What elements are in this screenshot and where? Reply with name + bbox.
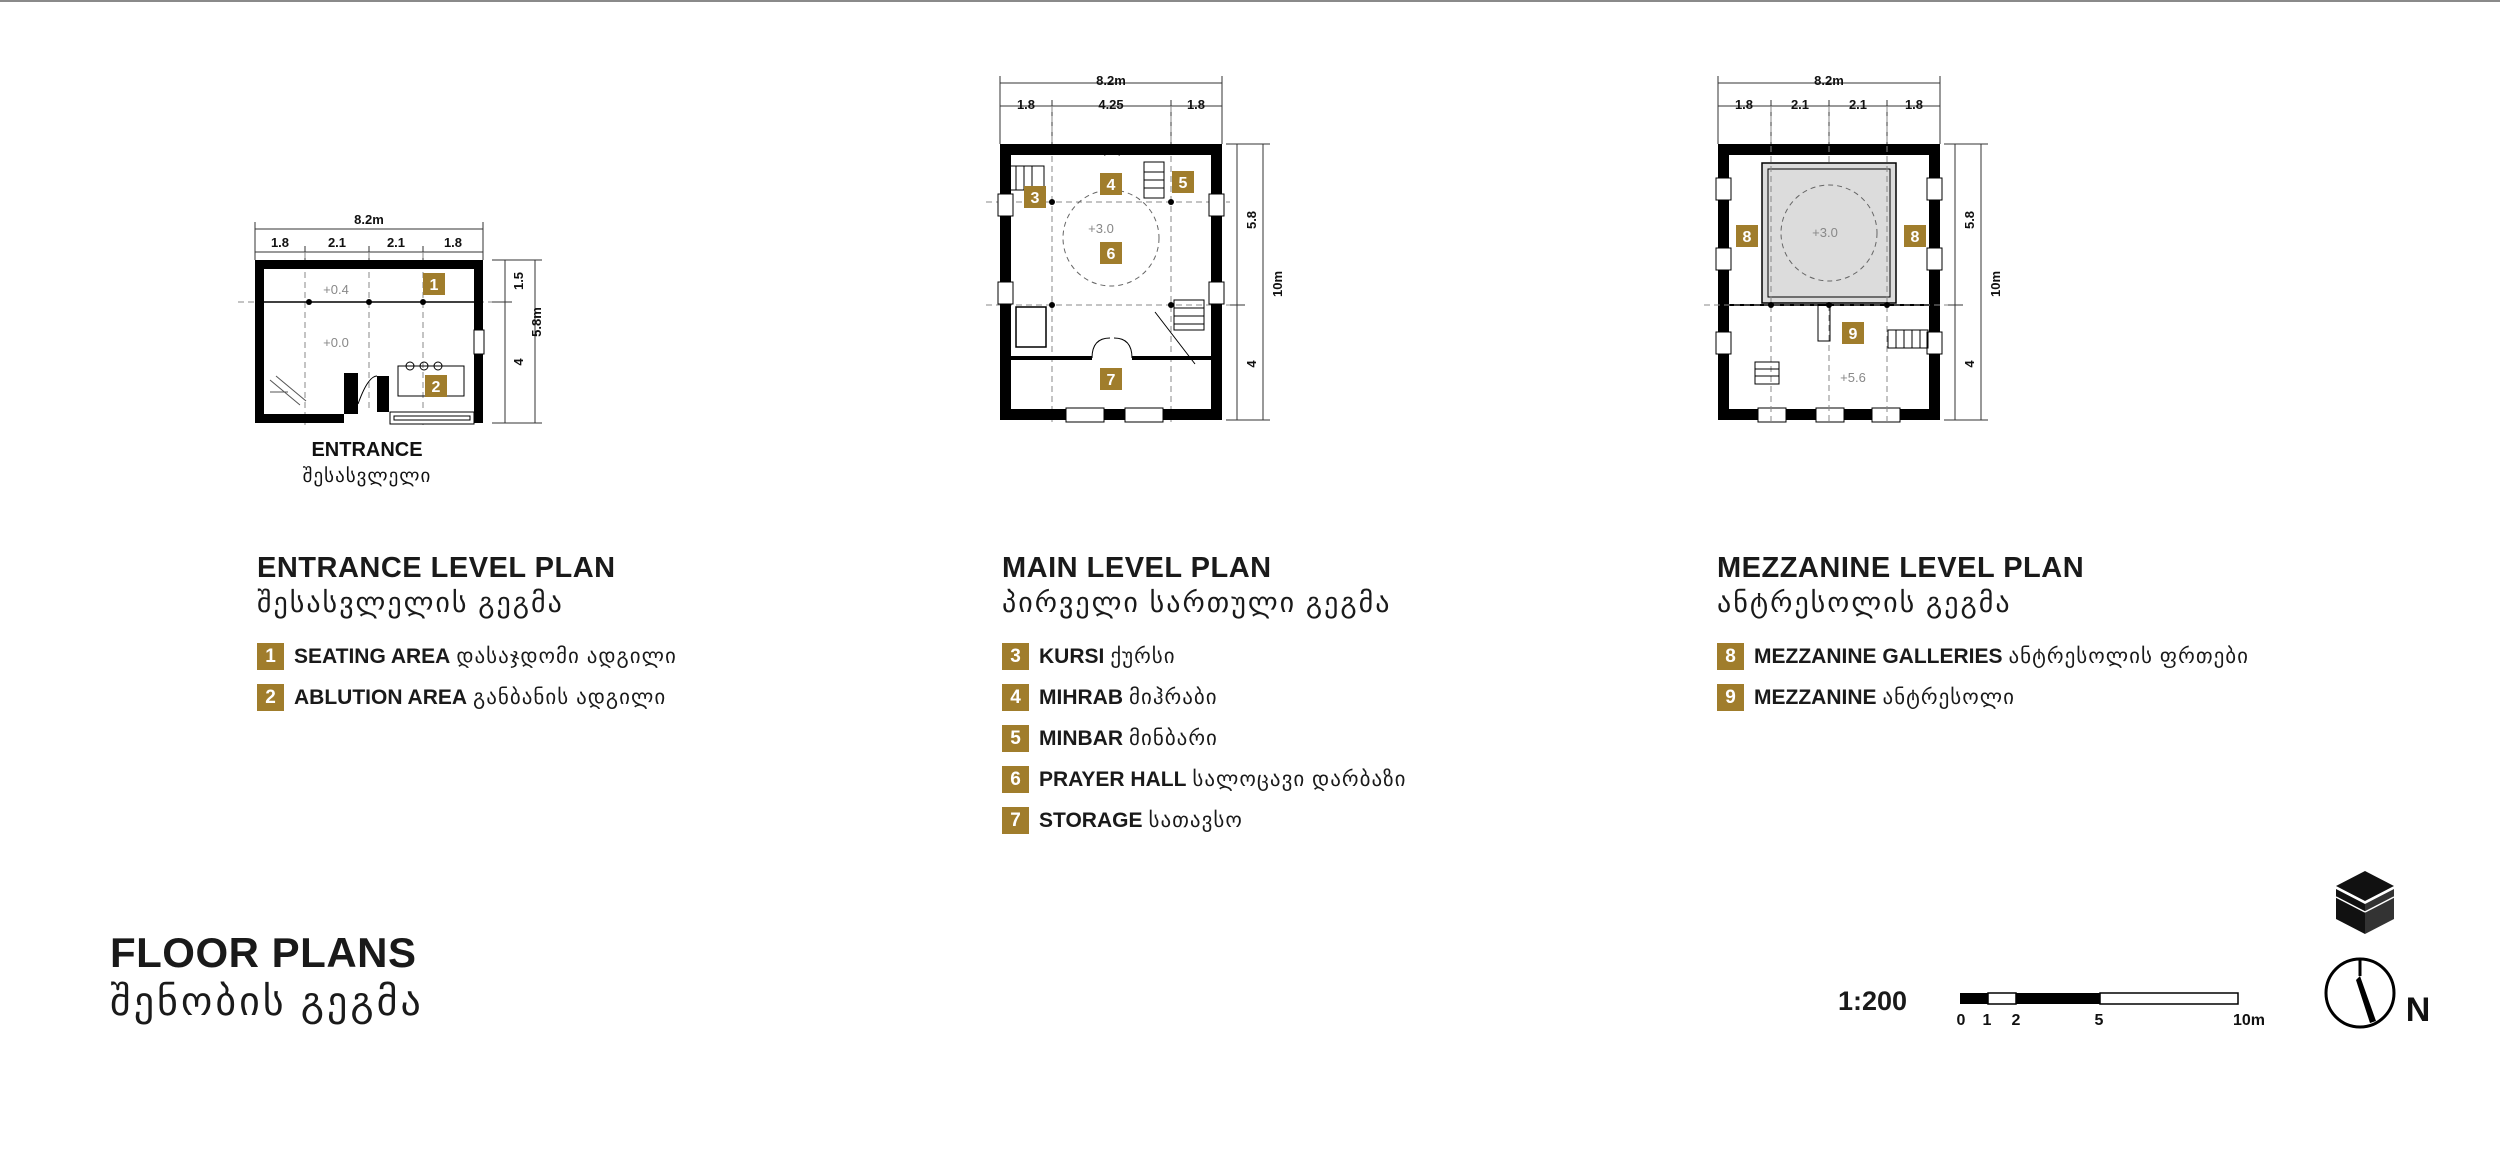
entrance-seg-3: 2.1 [386,235,406,250]
legend-label: SEATING AREA [294,644,451,668]
legend-label: PRAYER HALL [1039,767,1187,791]
legend-label: STORAGE [1039,808,1143,832]
mezz-side-2: 4 [1962,360,1977,368]
mezz-overall-width: 8.2m [1814,73,1844,88]
legend-item [1002,800,1407,841]
entrance-marker-1: 1 [429,277,439,294]
main-side-total: 10m [1270,270,1285,298]
scale-tick-5: 5 [2094,1012,2104,1029]
legend-label: MIHRAB [1039,685,1123,709]
entrance-overall-width: 8.2m [354,212,384,227]
mezz-seg-1: 1.8 [1734,97,1754,112]
entrance-level-2: +0.0 [323,335,349,350]
scale-tick-0: 0 [1956,1012,1966,1029]
main-legend-title: MAIN LEVEL PLAN [1002,552,1272,584]
page-title: FLOOR PLANS [110,929,417,976]
legend-item [1002,718,1407,759]
main-side-1: 5.8 [1244,210,1259,230]
legend-number: 7 [1002,807,1029,834]
legend-label-ka: მინბარი [1129,727,1218,750]
legend-number: 9 [1717,684,1744,711]
scale-bar [1955,990,2275,1035]
legend-label-ka: სათავსო [1148,809,1243,832]
legend-label-ka: ქურსი [1110,645,1176,668]
legend-item [1002,677,1407,718]
main-marker-6: 6 [1106,246,1116,263]
legend-number: 8 [1717,643,1744,670]
main-legend [1002,550,1407,841]
mezzanine-legend [1717,550,2249,718]
mezzanine-legend-title: MEZZANINE LEVEL PLAN [1717,552,2085,584]
legend-number: 1 [257,643,284,670]
main-plan-drawing [980,62,1320,442]
legend-item [1002,636,1407,677]
legend-label-ka: განბანის ადგილი [473,686,667,709]
legend-number: 2 [257,684,284,711]
main-marker-4: 4 [1106,177,1116,194]
entrance-label-ka: შესასვლელი [302,466,432,487]
entrance-side-total: 5.8m [529,307,544,337]
page-subtitle: შენობის გეგმა [110,980,424,1024]
legend-label-ka: სალოცავი დარბაზი [1192,768,1407,791]
main-seg-1: 1.8 [1016,97,1036,112]
mezz-seg-4: 1.8 [1904,97,1924,112]
mezzanine-legend-subtitle: ანტრესოლის გეგმა [1717,587,2012,618]
main-side-2: 4 [1244,360,1259,368]
mezz-side-total: 10m [1988,270,2003,298]
legend-item [1717,677,2249,718]
mezz-marker-8-right: 8 [1910,229,1920,246]
mezz-side-1: 5.8 [1962,210,1977,230]
page-title-block [110,928,424,1026]
north-arrow-icon [2322,956,2432,1036]
legend-label: MEZZANINE GALLERIES [1754,644,2003,668]
mezz-seg-3: 2.1 [1848,97,1868,112]
mezz-level-1: +3.0 [1812,225,1838,240]
legend-label: MINBAR [1039,726,1123,750]
entrance-marker-2: 2 [431,379,441,396]
legend-label: KURSI [1039,644,1105,668]
legend-number: 6 [1002,766,1029,793]
mezzanine-plan-drawing [1698,62,2038,442]
mezz-marker-9: 9 [1848,326,1858,343]
entrance-side-1: 1.5 [511,271,526,291]
entrance-legend-subtitle: შესასვლელის გეგმა [257,587,564,618]
legend-item [257,636,677,677]
legend-label-ka: მიჰრაბი [1129,686,1218,709]
scale-tick-1: 1 [1982,1012,1992,1029]
entrance-seg-2: 2.1 [327,235,347,250]
main-seg-3: 1.8 [1186,97,1206,112]
entrance-plan-drawing [230,180,590,500]
legend-label: MEZZANINE [1754,685,1877,709]
entrance-seg-1: 1.8 [270,235,290,250]
entrance-side-2: 4 [511,358,526,366]
main-legend-subtitle: პირველი სართული გეგმა [1002,587,1392,618]
legend-number: 4 [1002,684,1029,711]
main-level: +3.0 [1088,221,1114,236]
mezz-seg-2: 2.1 [1790,97,1810,112]
main-marker-5: 5 [1178,175,1188,192]
legend-item [1717,636,2249,677]
north-label: N [2405,991,2431,1029]
top-border-line [0,0,2500,2]
scale-tick-2: 2 [2011,1012,2021,1029]
legend-item [257,677,677,718]
legend-item [1002,759,1407,800]
entrance-legend-title: ENTRANCE LEVEL PLAN [257,552,616,584]
main-marker-3: 3 [1030,190,1040,207]
main-seg-2: 4.25 [1098,97,1124,112]
entrance-label: ENTRANCE [311,439,423,461]
legend-label: ABLUTION AREA [294,685,468,709]
mezz-level-2: +5.6 [1840,370,1866,385]
entrance-legend [257,550,677,718]
legend-label-ka: ანტრესოლი [1882,686,2015,709]
entrance-level-1: +0.4 [323,282,349,297]
main-marker-7: 7 [1106,372,1116,389]
scale-tick-10: 10m [2232,1012,2266,1029]
scale-ratio: 1:200 [1838,986,1908,1016]
legend-label-ka: ანტრესოლის ფრთები [2008,645,2250,668]
entrance-seg-4: 1.8 [443,235,463,250]
mezz-marker-8-left: 8 [1742,229,1752,246]
legend-label-ka: დასაჯდომი ადგილი [456,645,677,668]
isometric-mass-icon [2332,868,2398,938]
legend-number: 5 [1002,725,1029,752]
main-overall-width: 8.2m [1096,73,1126,88]
legend-number: 3 [1002,643,1029,670]
